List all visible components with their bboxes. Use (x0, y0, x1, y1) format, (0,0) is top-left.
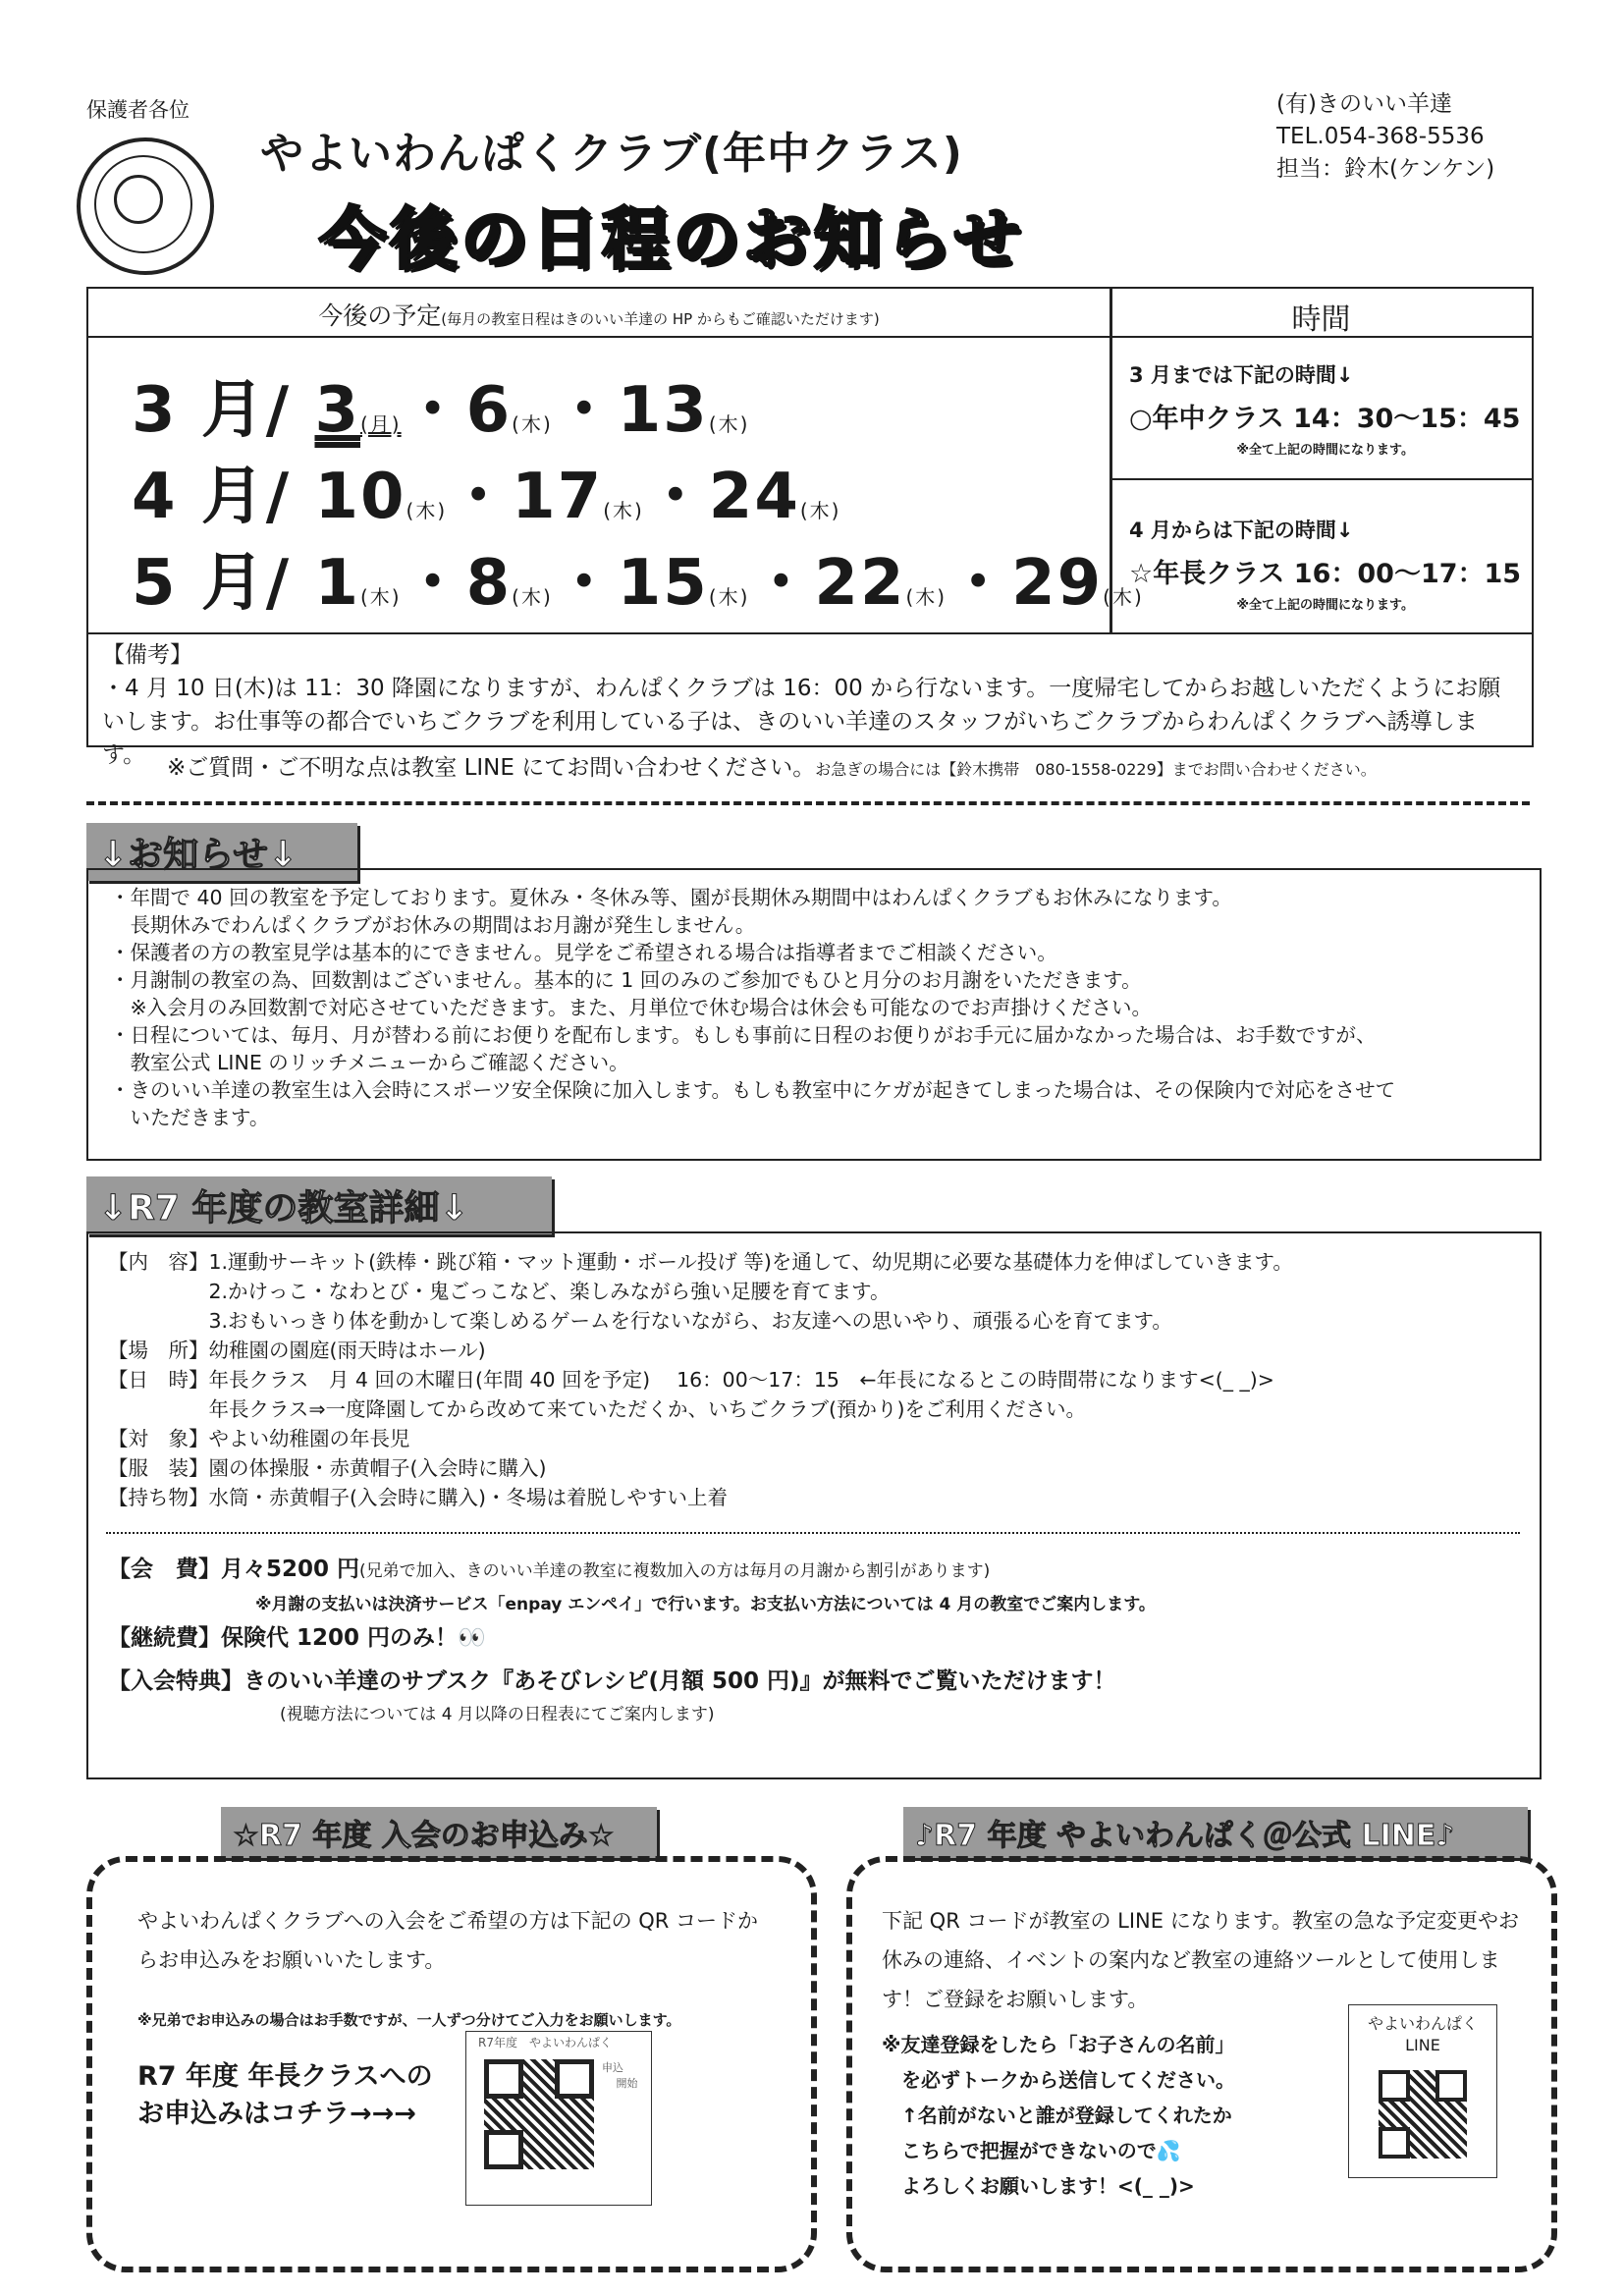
detail-line: 【日 時】年長クラス 月 4 回の木曜日(年間 40 回を予定) 16：00～17：15 ←年長になるとこの時間帯になります<(_ _)> (108, 1368, 1274, 1392)
detail-banner: ↓R7 年度の教室詳細↓ (86, 1176, 552, 1234)
time-header: 時間 (1291, 302, 1351, 337)
schedule-header-main: 今後の予定 (318, 301, 442, 330)
remarks-text: ・4 月 10 日(木)は 11：30 降園になりますが、わんぱくクラブは 16：00 から行ないます。一度帰宅してからお越しいただくようにお願いします。お仕事等の都合でいちごクラブを利用している子は、きのいい羊達のスタッフがいちごクラブからわんぱくクラブへ誘導します。 (102, 676, 1501, 768)
apply-sibling-note: ※兄弟でお申込みの場合はお手数ですが、一人ずつ分けてご入力をお願いします。 (137, 2011, 681, 2029)
line-box (846, 1856, 1557, 2272)
continuation-fee: 【継続費】保険代 1200 円のみ！👀 (108, 1625, 486, 1651)
recipients: 保護者各位 (86, 98, 189, 122)
detail-line: 3.おもいっきり体を動かして楽しめるゲームを行ないながら、お友達への思いやり、頑張る心を育てます。 (108, 1309, 1172, 1333)
contact-note: ※ご質問・ご不明な点は教室 LINE にてお問い合わせください。お急ぎの場合には【鈴木携帯 080-1558-0229】までお問い合わせください。 (167, 755, 1377, 781)
apply-box (86, 1856, 817, 2272)
benefit-note: (視聴方法については 4 月以降の日程表にてご案内します) (280, 1705, 715, 1724)
notice-banner: ↓お知らせ↓ (86, 823, 357, 881)
apply-banner: ☆R7 年度 入会のお申込み☆ (221, 1807, 657, 1858)
notice-box (86, 868, 1542, 1161)
sender-info (1276, 88, 1494, 186)
apply-qr-caption: R7年度 やよいわんぱく (478, 2036, 612, 2050)
company-tel: TEL.054-368-5536 (1276, 124, 1485, 149)
time-until-march: 3 月までは下記の時間↓ ○年中クラス 14：30～15：45 ※全て上記の時間になります。 (1129, 363, 1521, 458)
notice-line: ・年間で 40 回の教室を予定しております。夏休み・冬休み等、園が長期休み期間中はわんぱくクラブもお休みになります。 (110, 886, 1232, 909)
detail-line: 【服 装】園の体操服・赤黄帽子(入会時に購入) (108, 1456, 547, 1480)
detail-line: 【対 象】やよい幼稚園の年長児 (108, 1427, 410, 1450)
staff-name: 担当：鈴木(ケンケン) (1276, 156, 1495, 182)
sheep-face-icon (114, 175, 163, 224)
time-from-april: 4 月からは下記の時間↓ ☆年長クラス 16：00～17：15 ※全て上記の時間になります。 (1129, 519, 1522, 613)
schedule-header (88, 297, 1110, 332)
notice-line: ・保護者の方の教室見学は基本的にできません。見学をご希望される場合は指導者までご相談ください。 (110, 941, 1057, 964)
schedule-row-march: 3 月/ 3(月)・6(木)・13(木) (132, 374, 750, 447)
line-instructions: ※友達登録をしたら「お子さんの名前」 を必ずトークから送信してください。 ↑名前がないと誰が登録してくれたか こちらで把握ができないので💦 よろしくお願いします！<(_ _)> (882, 2033, 1235, 2198)
join-benefit: 【入会特典】きのいい羊達のサブスク『あそびレシピ(月額 500 円)』が無料でご覧いただけます！ (108, 1668, 1116, 1694)
club-logo (77, 137, 214, 275)
schedule-header-note: (毎月の教室日程はきのいい羊達の HP からもご確認いただけます) (441, 310, 880, 328)
apply-qr-caption-2: 申込 開始 (602, 2061, 638, 2090)
line-qr-caption: やよいわんぱく LINE (1367, 2014, 1478, 2054)
fee-line: 【会 費】月々5200 円(兄弟で加入、きのいい羊達の教室に複数加入の方は毎月の月謝から割引があります) (108, 1557, 991, 1582)
schedule-row-april: 4 月/ 10(木)・17(木)・24(木) (132, 461, 841, 533)
apply-cta: R7 年度 年長クラスへの お申込みはコチラ→→→ (137, 2061, 433, 2129)
title-club-name: やよいわんぱくクラブ(年中クラス) (260, 129, 963, 179)
apply-text: やよいわんぱくクラブへの入会をご希望の方は下記の QR コードからお申込みをお願いいたします。 (137, 1909, 759, 1972)
line-text: 下記 QR コードが教室の LINE になります。教室の急な予定変更やお休みの連絡、イベントの案内など教室の連絡ツールとして使用します！ご登録をお願いします。 (882, 1909, 1520, 2011)
remarks-title: 【備考】 (102, 642, 192, 668)
detail-line: 2.かけっこ・なわとび・鬼ごっこなど、楽しみながら強い足腰を育てます。 (108, 1280, 891, 1303)
apply-qr-code[interactable] (465, 2031, 652, 2206)
detail-line: 【内 容】1.運動サーキット(鉄棒・跳び箱・マット運動・ボール投げ 等)を通して、幼児期に必要な基礎体力を伸ばしていきます。 (108, 1250, 1293, 1274)
detail-line: 【場 所】幼稚園の園庭(雨天時はホール) (108, 1339, 486, 1362)
notice-line: 長期休みでわんぱくクラブがお休みの期間はお月謝が発生しません。 (110, 913, 756, 937)
line-qr-code[interactable] (1348, 2004, 1497, 2178)
detail-line: 年長クラス⇒一度降園してから改めて来ていただくか、いちごクラブ(預かり)をご利用ください。 (108, 1397, 1087, 1421)
notice-line: いただきます。 (110, 1106, 270, 1129)
notice-line: ・日程については、毎月、月が替わる前にお便りを配布します。もしも事前に日程のお便りがお手元に届かなかった場合は、お手数ですが、 (110, 1023, 1377, 1047)
title-main: 今後の日程のお知らせ (319, 201, 1024, 279)
divider (86, 801, 1530, 805)
notice-line: ・きのいい羊達の教室生は入会時にスポーツ安全保険に加入します。もしも教室中にケガが起きてしまった場合は、その保険内で対応をさせて (110, 1078, 1396, 1102)
detail-box (86, 1231, 1542, 1779)
notice-line: ※入会月のみ回数割で対応させていただきます。また、月単位で休む場合は休会も可能なのでお声掛けください。 (110, 996, 1153, 1019)
schedule-row-may: 5 月/ 1(木)・8(木)・15(木)・22(木)・29(木) (132, 547, 1144, 620)
line-banner: ♪R7 年度 やよいわんぱく＠公式 LINE♪ (903, 1807, 1528, 1858)
detail-line: 【持ち物】水筒・赤黄帽子(入会時に購入)・冬場は着脱しやすい上着 (108, 1486, 728, 1509)
notice-line: ・月謝制の教室の為、回数割はございません。基本的に 1 回のみのご参加でもひと月分のお月謝をいただきます。 (110, 968, 1142, 992)
company-name: (有)きのいい羊達 (1276, 91, 1452, 117)
notice-line: 教室公式 LINE のリッチメニューからご確認ください。 (110, 1051, 629, 1074)
fee-payment-note: ※月謝の支払いは決済サービス「enpay エンペイ」で行います。お支払い方法については 4 月の教室でご案内します。 (255, 1595, 1156, 1614)
